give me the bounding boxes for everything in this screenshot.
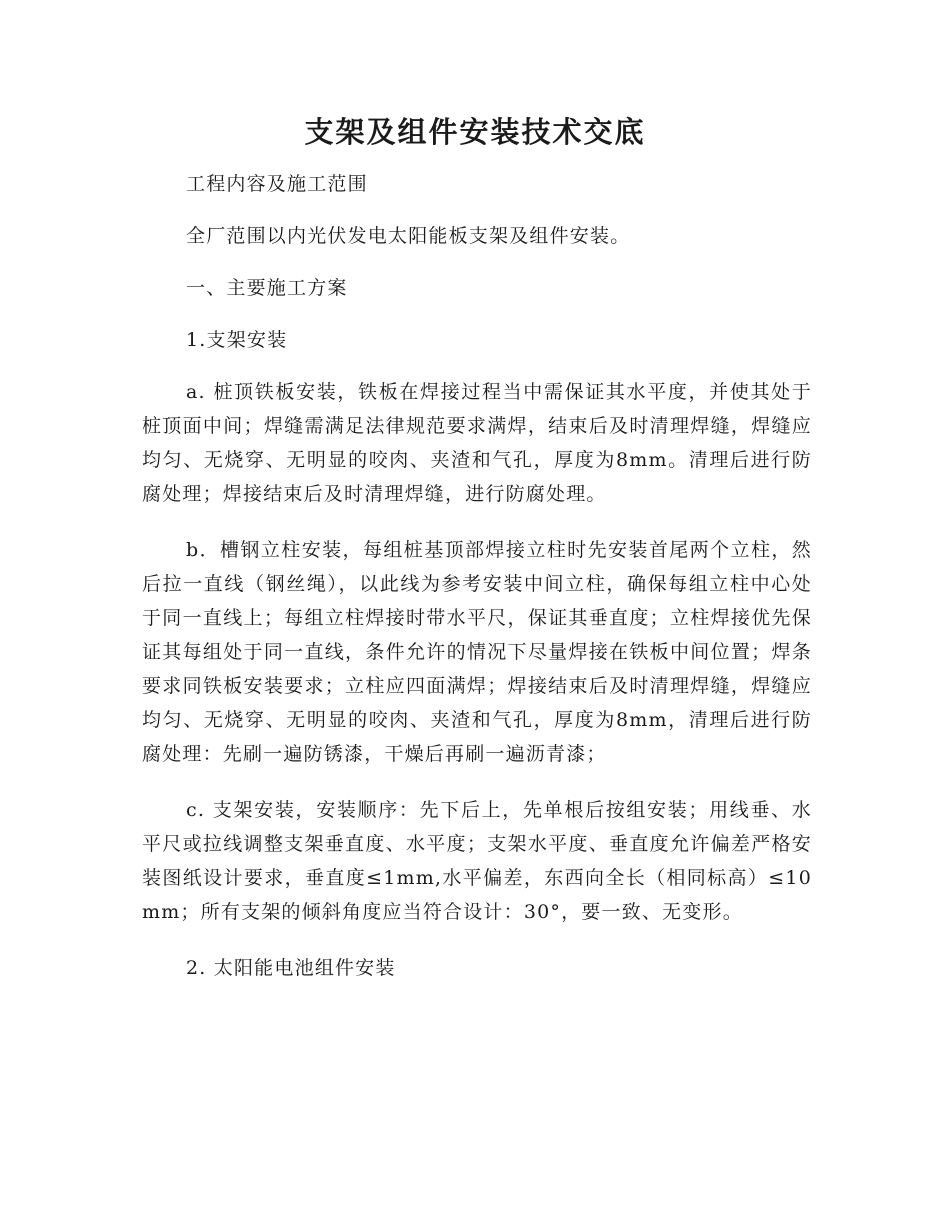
- paragraph-item-b: b．槽钢立柱安装，每组桩基顶部焊接立柱时先安装首尾两个立柱，然后拉一直线（钢丝绳），以此线为参考安装中间立柱，确保每组立柱中心处于同一直线上；每组立柱焊接时带水平尺，保证其垂直度；立柱焊接优先保证其每组处于同一直线，条件允许的情况下尽量焊接在铁板中间位置；焊条要求同铁板安装要求；立柱应四面满焊；焊接结束后及时清理焊缝，焊缝应均匀、无烧穿、无明显的咬肉、夹渣和气孔，厚度为8mm，清理后进行防腐处理：先刷一遍防锈漆，干燥后再刷一遍沥青漆；: [142, 539, 812, 765]
- paragraph-scope-text: 全厂范围以内光伏发电太阳能板支架及组件安装。: [186, 225, 631, 247]
- subsection-heading-solar-module-install: 2. 太阳能电池组件安装: [186, 957, 396, 979]
- paragraph-scope-heading: 工程内容及施工范围: [186, 173, 368, 195]
- subsection-heading-bracket-install: 1.支架安装: [186, 329, 288, 351]
- document-title: 支架及组件安装技术交底: [304, 115, 646, 149]
- paragraph-item-a: a. 桩顶铁板安装，铁板在焊接过程当中需保证其水平度，并使其处于桩顶面中间；焊缝需满足法律规范要求满焊，结束后及时清理焊缝，焊缝应均匀、无烧穿、无明显的咬肉、夹渣和气孔，厚度为8mm。清理后进行防腐处理；焊接结束后及时清理焊缝，进行防腐处理。: [142, 381, 812, 505]
- document-body: [142, 167, 812, 985]
- section-heading-main-plan: 一、主要施工方案: [186, 277, 348, 299]
- paragraph-item-c: c. 支架安装，安装顺序：先下后上，先单根后按组安装；用线垂、水平尺或拉线调整支架垂直度、水平度；支架水平度、垂直度允许偏差严格安装图纸设计要求，垂直度≤1mm,水平偏差，东西向全长（相同标高）≤10mm；所有支架的倾斜角度应当符合设计：30°，要一致、无变形。: [142, 799, 812, 923]
